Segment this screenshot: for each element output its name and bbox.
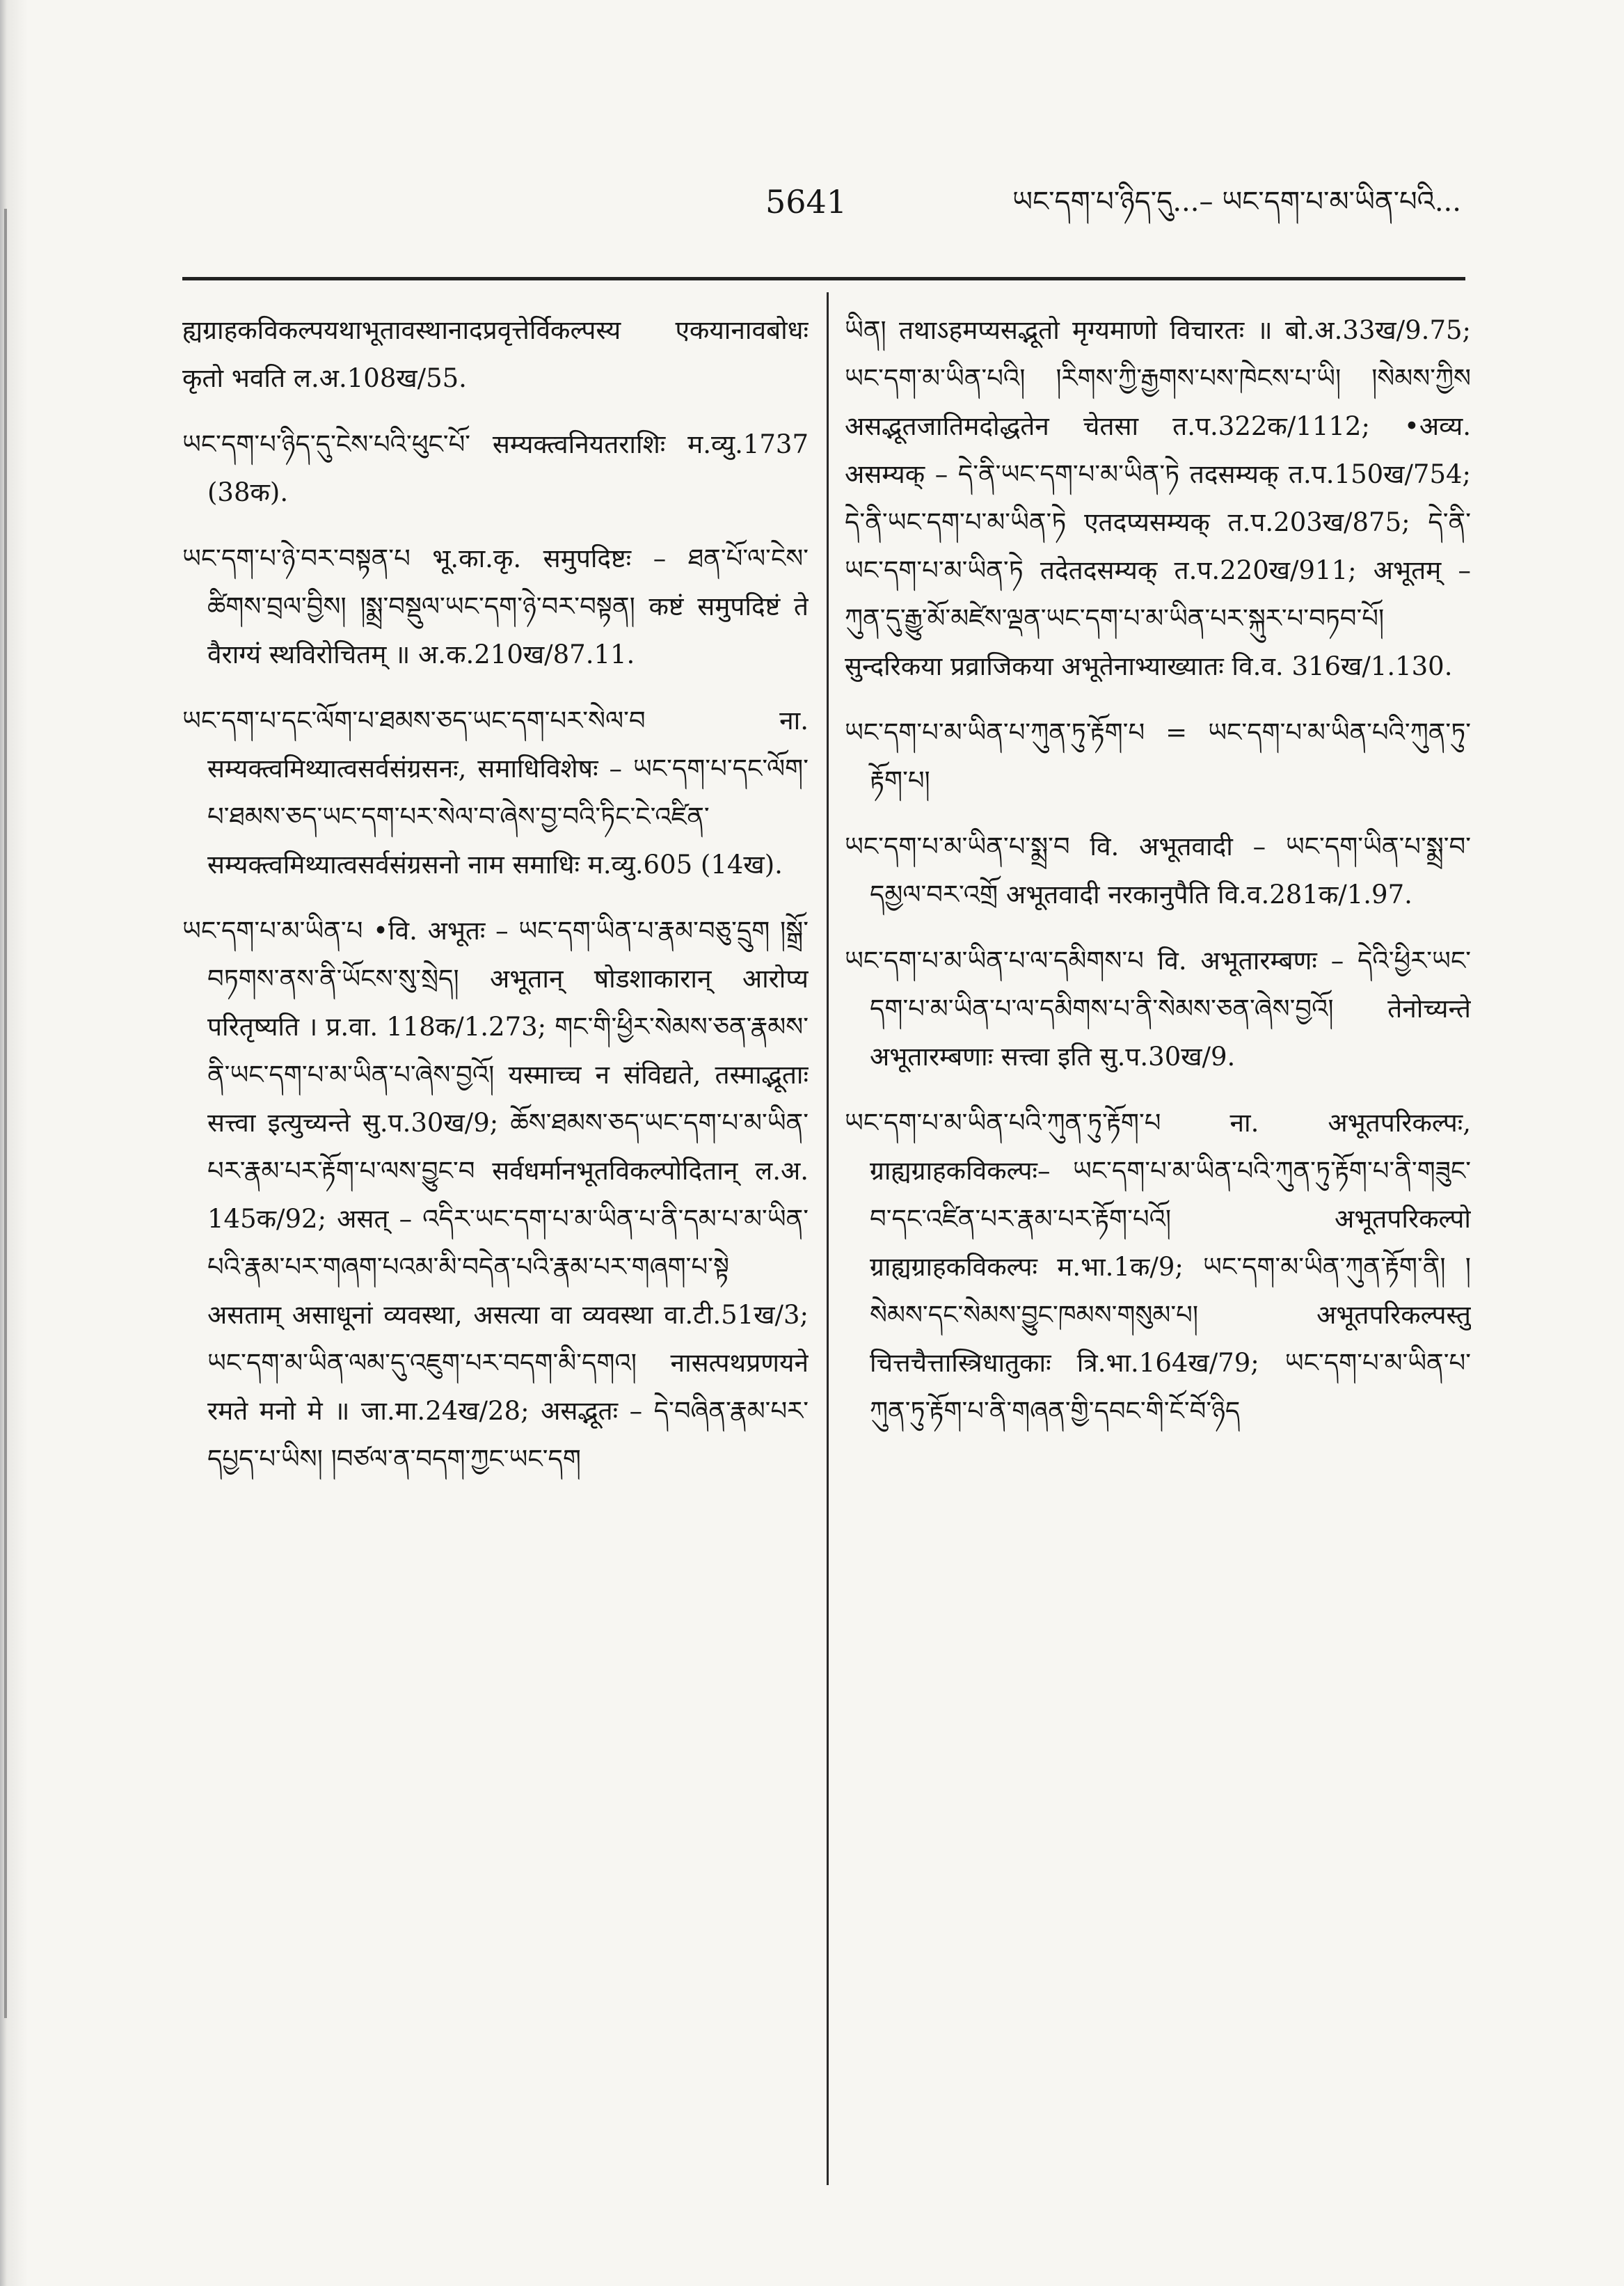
left-column: [182, 306, 809, 2241]
dictionary-entry: ཡང་དག་པ་མ་ཡིན་པའི་ཀུན་ཏུ་རྟོག་པ ना. अभूतपरिकल्पः, ग्राह्यग्राहकविकल्पः– ཡང་དག་པ་མ་ཡིན་པའི་ཀུན་ཏུ་རྟོག་པ་ནི་གཟུང་བ་དང་འཛིན་པར་རྣམ་པར་རྟོག་པའོ། अभूतपरिकल्पो ग्राह्यग्राहकविकल्पः म.भा.1क/9; ཡང་དག་མ་ཡིན་ཀུན་རྟོག་ནི། །སེམས་དང་སེམས་བྱུང་ཁམས་གསུམ་པ། अभूतपरिकल्पस्तु चित्तचैत्तास्त्रिधातुकाः त्रि.भा.164ख/79; ཡང་དག་པ་མ་ཡིན་པ་ཀུན་ཏུ་རྟོག་པ་ནི་གཞན་གྱི་དབང་གི་ངོ་བོ་ཉིད: [845, 1108, 1471, 1426]
dictionary-entry: ཡང་དག་པ་ཉེ་བར་བསྟན་པ भू.का.कृ. समुपदिष्टः – ཐན་པོ་ལ་ངེས་ཚིགས་བྲལ་བྱིས། །སྨྲ་བསྡུལ་ཡང་དག་ཉེ་བར་བསྟན། कष्टं समुपदिष्टं ते वैराग्यं स्थविरोचितम् ॥ अ.क.210ख/87.11.: [182, 543, 809, 669]
dictionary-entry: ཡིན། तथाऽहमप्यसद्भूतो मृग्यमाणो विचारतः ॥ बो.अ.33ख/9.75; ཡང་དག་མ་ཡིན་པའི། །རིགས་ཀྱི་རྒྱགས་པས་ཁེངས་པ་ཡི། །སེམས་ཀྱིས असद्भूतजातिमदोद्धतेन चेतसा त.प.322क/1112; •अव्य. असम्यक् – དེ་ནི་ཡང་དག་པ་མ་ཡིན་ཏེ तदसम्यक् त.प.150ख/754; དེ་ནི་ཡང་དག་པ་མ་ཡིན་ཏེ एतदप्यसम्यक् त.प.203ख/875; དེ་ནི་ཡང་དག་པ་མ་ཡིན་ཏེ तदेतदसम्यक् त.प.220ख/911; अभूतम् – ཀུན་དུ་རྒྱུ་མོ་མཛེས་ལྡན་ཡང་དག་པ་མ་ཡིན་པར་སྐུར་པ་བཏབ་པོ། सुन्दरिकया प्रव्राजिकया अभूतेनाभ्याख्यातः वि.व. 316ख/1.130.: [845, 315, 1471, 681]
header-rule: [182, 277, 1465, 280]
dictionary-entry: ཡང་དག་པ་དང་ལོག་པ་ཐམས་ཅད་ཡང་དག་པར་སེལ་བ ना. सम्यक्त्वमिथ्यात्वसर्वसंग्रसनः, समाधिविशेषः – ཡང་དག་པ་དང་ལོག་པ་ཐམས་ཅད་ཡང་དག་པར་སེལ་བ་ཞེས་བྱ་བའི་ཏིང་ངེ་འཛིན་ सम्यक्त्वमिथ्यात्वसर्वसंग्रसनो नाम समाधिः म.व्यु.605 (14ख).: [182, 706, 809, 880]
dictionary-entry: ཡང་དག་པ་མ་ཡིན་པ་ལ་དམིགས་པ वि. अभूतारम्बणः – དེའི་ཕྱིར་ཡང་དག་པ་མ་ཡིན་པ་ལ་དམིགས་པ་ནི་སེམས་ཅན་ཞེས་བྱའོ། तेनोच्यन्ते अभूतारम्बणाः सत्त्वा इति सु.प.30ख/9.: [845, 946, 1471, 1072]
dictionary-entry: ह्यग्राहकविकल्पयथाभूतावस्थानादप्रवृत्तेर्विकल्पस्य एकयानावबोधः कृतो भवति ल.अ.108ख/55.: [182, 315, 809, 393]
page-number: 5641: [765, 183, 847, 221]
dictionary-entry: ཡང་དག་པ་མ་ཡིན་པ་ཀུན་ཏུ་རྟོག་པ = ཡང་དག་པ་མ་ཡིན་པའི་ཀུན་ཏུ་རྟོག་པ།: [845, 717, 1471, 795]
dictionary-entry: ཡང་དག་པ་མ་ཡིན་པ་སྨྲ་བ वि. अभूतवादी – ཡང་དག་ཡིན་པ་སྨྲ་བ་དམྱལ་བར་འགྲོ अभूतवादी नरकानुपैति वि.व.281क/1.97.: [845, 832, 1471, 910]
book-spine-edge: [4, 209, 7, 2018]
page-header: [765, 174, 1461, 237]
right-column: [845, 306, 1471, 2241]
running-head: ཡང་དག་པ་ཉིད་དུ...– ཡང་དག་པ་མ་ཡིན་པའི...: [1012, 186, 1461, 218]
column-divider: [827, 292, 829, 2185]
dictionary-entry: ཡང་དག་པ་ཉིད་དུ་ངེས་པའི་ཕུང་པོ་ सम्यक्त्वनियतराशिः म.व्यु.1737 (38क).: [182, 429, 809, 507]
dictionary-entry: ཡང་དག་པ་མ་ཡིན་པ •वि. अभूतः – ཡང་དག་ཡིན་པ་རྣམ་བཅུ་དྲུག །སྒྲོ་བཏགས་ནས་ནི་ཡོངས་སུ་སྲེད། अभूतान् षोडशाकारान् आरोप्य परितृष्यति । प्र.वा. 118क/1.273; གང་གི་ཕྱིར་སེམས་ཅན་རྣམས་ནི་ཡང་དག་པ་མ་ཡིན་པ་ཞེས་བྱའོ། यस्माच्च न संविद्यते, तस्माद्भूताः सत्त्वा इत्युच्यन्ते सु.प.30ख/9; ཆོས་ཐམས་ཅད་ཡང་དག་པ་མ་ཡིན་པར་རྣམ་པར་རྟོག་པ་ལས་བྱུང་བ सर्वधर्मानभूतविकल्पोदितान् ल.अ. 145क/92; असत् – འདིར་ཡང་དག་པ་མ་ཡིན་པ་ནི་དམ་པ་མ་ཡིན་པའི་རྣམ་པར་གཞག་པའམ་མི་བདེན་པའི་རྣམ་པར་གཞག་པ་སྟེ असताम् असाधूनां व्यवस्था, असत्या वा व्यवस्था वा.टी.51ख/3; ཡང་དག་མ་ཡིན་ལམ་དུ་འཇུག་པར་བདག་མི་དགའ། नासत्पथप्रणयने रमते मनो मे ॥ जा.मा.24ख/28; असद्भूतः – དེ་བཞིན་རྣམ་པར་དཔྱད་པ་ཡིས། །བཙལ་ན་བདག་ཀྱང་ཡང་དག: [182, 916, 809, 1474]
